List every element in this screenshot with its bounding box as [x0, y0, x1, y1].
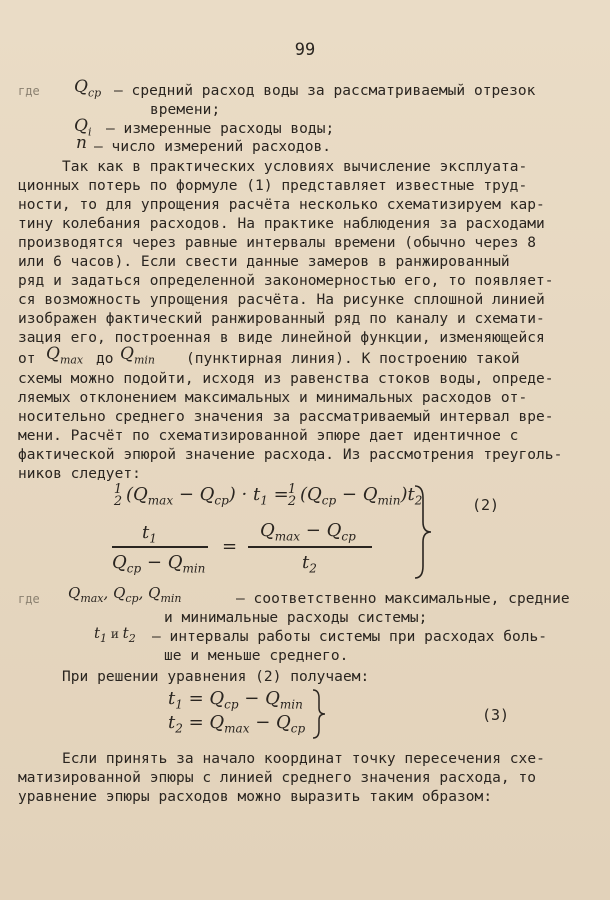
where-label: где: [18, 84, 40, 98]
para1-line: до: [96, 351, 114, 367]
half-fraction: 1 2: [287, 482, 297, 509]
def-q-i-text: – измеренные расходы воды;: [106, 121, 335, 137]
symbol-q-max: $Q_{max}$: [46, 344, 84, 367]
page-number: 99: [294, 40, 316, 60]
para1-line: носительно среднего значения за рассматриваемый интервал вре-: [18, 409, 554, 425]
eq3-line-1: $t_1 = Q_{ср} - Q_{min}$: [168, 688, 303, 712]
para1-line: фактической эпюрой значение расхода. Из рассмотрения треуголь-: [18, 447, 563, 463]
def-q-cp-text: – средний расход воды за рассматриваемый отрезок: [114, 83, 536, 99]
symbol-q-min: $Q_{min}$: [120, 344, 155, 367]
frac-right-denominator: $t_2$: [302, 552, 317, 576]
para1-line: тину колебания расходов. На практике наблюдения за расходами: [18, 216, 545, 232]
def-q-list-text-cont: и минимальные расходы системы;: [164, 610, 428, 626]
fraction-bar-left: [112, 546, 208, 548]
symbols-t-list: $t_1$ и $t_2$: [94, 624, 136, 645]
def-t-text: – интервалы работы системы при расходах боль-: [152, 629, 548, 645]
para1-line: ционных потерь по формуле (1) представляет известные труд-: [18, 178, 528, 194]
symbol-q-i: $Q_i$: [74, 116, 92, 139]
def-t-text-cont: ше и меньше среднего.: [164, 648, 349, 664]
equation-3-number: (3): [482, 706, 510, 724]
fraction-bar-right: [248, 546, 372, 548]
right-brace: [412, 484, 434, 580]
para2-line: Если принять за начало координат точку пересечения схе-: [62, 751, 545, 767]
frac-right-numerator: $Q_{max} - Q_{ср}$: [260, 520, 356, 544]
para1-line: изображен фактический ранжированный ряд по каналу и схемати-: [18, 311, 545, 327]
para1-line: от: [18, 351, 36, 367]
para1-line: ся возможность упрощения расчёта. На рисунке сплошной линией: [18, 292, 545, 308]
para1-line: или 6 часов). Если свести данные замеров в ранжированный: [18, 254, 510, 270]
where-label: где: [18, 592, 40, 606]
def-n-text: – число измерений расходов.: [94, 139, 332, 155]
right-brace: [310, 688, 328, 740]
para1-line: схемы можно подойти, исходя из равенства стоков воды, опреде-: [18, 371, 554, 387]
para1-line: ряд и задаться определенной закономерностью его, то появляет-: [18, 273, 554, 289]
para2-line: уравнение эпюры расходов можно выразить таким образом:: [18, 789, 493, 805]
para1-line: ляемых отклонением максимальных и минимальных расходов от-: [18, 390, 528, 406]
def-q-list-text: – соответственно максимальные, средние: [236, 591, 570, 607]
para1-line: (пунктирная линия). К построению такой: [186, 351, 520, 367]
para1-line: производятся через равные интервалы времени (обычно через 8: [18, 235, 537, 251]
para1-line: ников следует:: [18, 466, 141, 482]
symbol-q-cp: $Q_{ср}$: [74, 77, 102, 100]
frac-left-numerator: $t_1$: [142, 522, 157, 546]
frac-left-denominator: $Q_{ср} - Q_{min}$: [112, 552, 206, 576]
def-q-cp-text-cont: времени;: [150, 102, 221, 118]
symbols-q-list: $Q_{max}$, $Q_{ср}$, $Q_{min}$: [68, 584, 182, 605]
equals-sign: =: [222, 536, 238, 557]
para1-line: зация его, построенная в виде линейной функции, изменяющейся: [18, 330, 545, 346]
para1-line: мени. Расчёт по схематизированной эпюре дает идентичное с: [18, 428, 519, 444]
para1-line: Так как в практических условиях вычисление эксплуата-: [62, 159, 528, 175]
eq2-rhs: $(Q_{ср} - Q_{min})t_2$: [300, 484, 423, 508]
symbol-n: n: [76, 133, 87, 153]
eq2-lhs: $(Q_{max} - Q_{ср}) \cdot t_1$ =: [126, 484, 289, 508]
equation-2-number: (2): [472, 496, 500, 514]
eq3-line-2: $t_2 = Q_{max} - Q_{ср}$: [168, 712, 306, 736]
half-fraction: 1 2: [113, 482, 123, 509]
para2-line: матизированной эпюры с линией среднего значения расхода, то: [18, 770, 537, 786]
para1-line: ности, то для упрощения расчёта несколько схематизируем кар-: [18, 197, 545, 213]
solve-sentence: При решении уравнения (2) получаем:: [62, 669, 370, 685]
